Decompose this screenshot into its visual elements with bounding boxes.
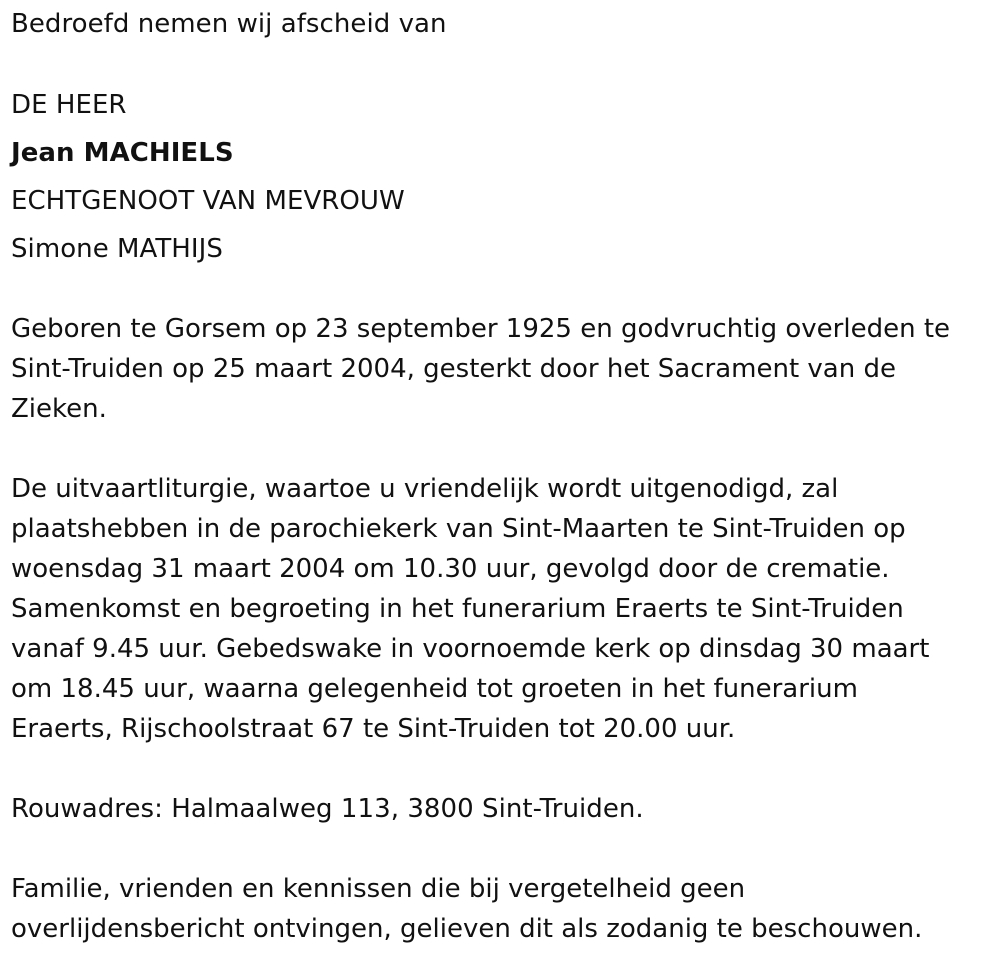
- intro-text: Bedroefd nemen wij afscheid van: [11, 9, 447, 39]
- birth-line: Zieken.: [11, 394, 107, 424]
- closing-paragraph: [11, 869, 986, 949]
- closing-line: overlijdensbericht ontvingen, gelieven dit als zodanig te beschouwen.: [11, 914, 923, 944]
- spouse-name: Simone MATHIJS: [11, 234, 223, 264]
- closing-line: Familie, vrienden en kennissen die bij vergetelheid geen: [11, 874, 746, 904]
- funeral-line: Samenkomst en begroeting in het funerarium Eraerts te Sint-Truiden: [11, 594, 904, 624]
- funeral-line: Eraerts, Rijschoolstraat 67 te Sint-Truiden tot 20.00 uur.: [11, 714, 736, 744]
- funeral-line: plaatshebben in de parochiekerk van Sint-Maarten te Sint-Truiden op: [11, 514, 906, 544]
- birth-line: Geboren te Gorsem op 23 september 1925 en godvruchtig overleden te: [11, 314, 951, 344]
- relation-text: ECHTGENOOT VAN MEVROUW: [11, 186, 405, 216]
- funeral-line: woensdag 31 maart 2004 om 10.30 uur, gevolgd door de crematie.: [11, 554, 890, 584]
- birth-death-paragraph: [11, 309, 986, 429]
- mourning-address: Rouwadres: Halmaalweg 113, 3800 Sint-Truiden.: [11, 794, 644, 824]
- honorific-title: DE HEER: [11, 90, 127, 120]
- funeral-line: De uitvaartliturgie, waartoe u vriendelijk wordt uitgenodigd, zal: [11, 474, 839, 504]
- funeral-line: vanaf 9.45 uur. Gebedswake in voornoemde kerk op dinsdag 30 maart: [11, 634, 930, 664]
- birth-line: Sint-Truiden op 25 maart 2004, gesterkt door het Sacrament van de: [11, 354, 896, 384]
- funeral-line: om 18.45 uur, waarna gelegenheid tot groeten in het funerarium: [11, 674, 858, 704]
- deceased-name: Jean MACHIELS: [11, 138, 234, 168]
- funeral-paragraph: [11, 469, 986, 749]
